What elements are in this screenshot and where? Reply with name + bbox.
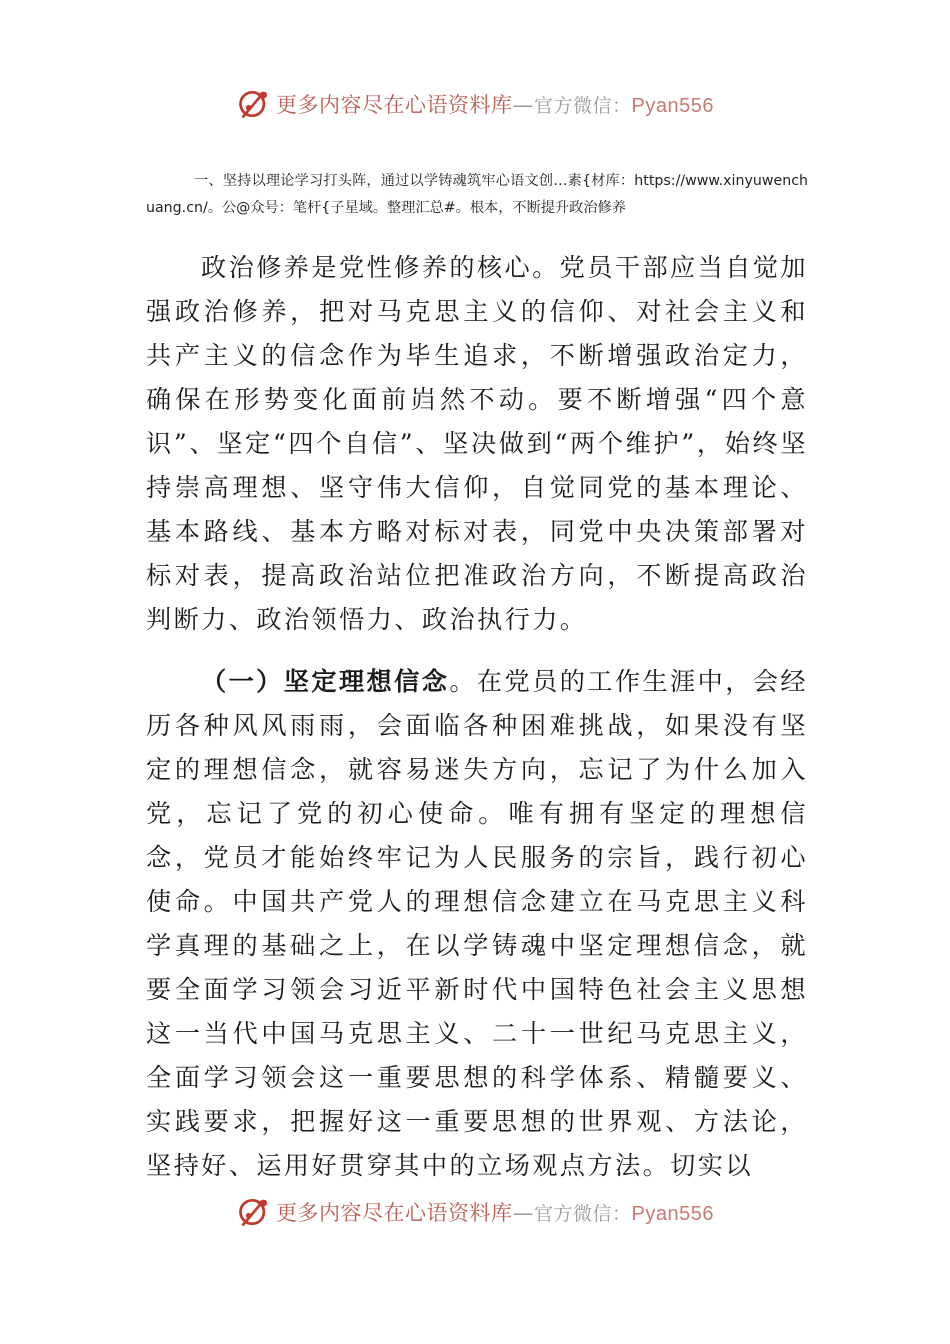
paragraph-political-cultivation: 政治修养是党性修养的核心。党员干部应当自觉加强政治修养，把对马克思主义的信仰、对社会主义和共产主义的信念作为毕生追求，不断增强政治定力，确保在形势变化面前岿然不动。要不断增强“四个意识”、坚定“四个自信”、坚决做到“两个维护”，始终坚持崇高理想、坚守伟大信仰，自觉同党的基本理论、基本路线、基本方略对标对表，同党中央决策部署对标对表，提高政治站位把准政治方向，不断提高政治判断力、政治领悟力、政治执行力。 xyxy=(146,253,808,634)
subheading-firm-ideals: （一）坚定理想信念 xyxy=(201,667,450,696)
pen-logo-icon xyxy=(236,1194,272,1230)
banner-separator: — xyxy=(512,93,534,117)
banner-main: 更多内容尽在心语资料库 xyxy=(276,93,513,117)
banner-separator: — xyxy=(512,1201,534,1225)
banner-text xyxy=(276,1197,714,1227)
banner-text xyxy=(276,89,714,119)
banner-label: 官方微信： xyxy=(534,1203,632,1225)
document-body xyxy=(146,246,808,1188)
section-heading-with-source: 一、坚持以理论学习打头阵，通过以学铸魂筑牢心语文创…素{材库：https://www.xinyuwenchuang.cn/。公@众号：笔杆{子星域。整理汇总#。根本，不断提升政治修养 xyxy=(146,173,808,216)
header-banner xyxy=(0,82,950,126)
footer-banner xyxy=(0,1190,950,1234)
banner-main: 更多内容尽在心语资料库 xyxy=(276,1201,513,1225)
paragraph-firm-ideals xyxy=(146,660,808,1188)
banner-wechat-id: Pyan556 xyxy=(631,1203,714,1225)
paragraph-firm-ideals-text: 。在党员的工作生涯中，会经历各种风风雨雨，会面临各种困难挑战，如果没有坚定的理想信念，就容易迷失方向，忘记了为什么加入党，忘记了党的初心使命。唯有拥有坚定的理想信念，党员才能始终牢记为人民服务的宗旨，践行初心使命。中国共产党人的理想信念建立在马克思主义科学真理的基础之上，在以学铸魂中坚定理想信念，就要全面学习领会习近平新时代中国特色社会主义思想这一当代中国马克思主义、二十一世纪马克思主义，全面学习领会这一重要思想的科学体系、精髓要义、实践要求，把握好这一重要思想的世界观、方法论，坚持好、运用好贯穿其中的立场观点方法。切实以 xyxy=(146,667,809,1180)
banner-label: 官方微信： xyxy=(534,95,632,117)
banner-wechat-id: Pyan556 xyxy=(631,95,714,117)
pen-logo-icon xyxy=(236,86,272,122)
